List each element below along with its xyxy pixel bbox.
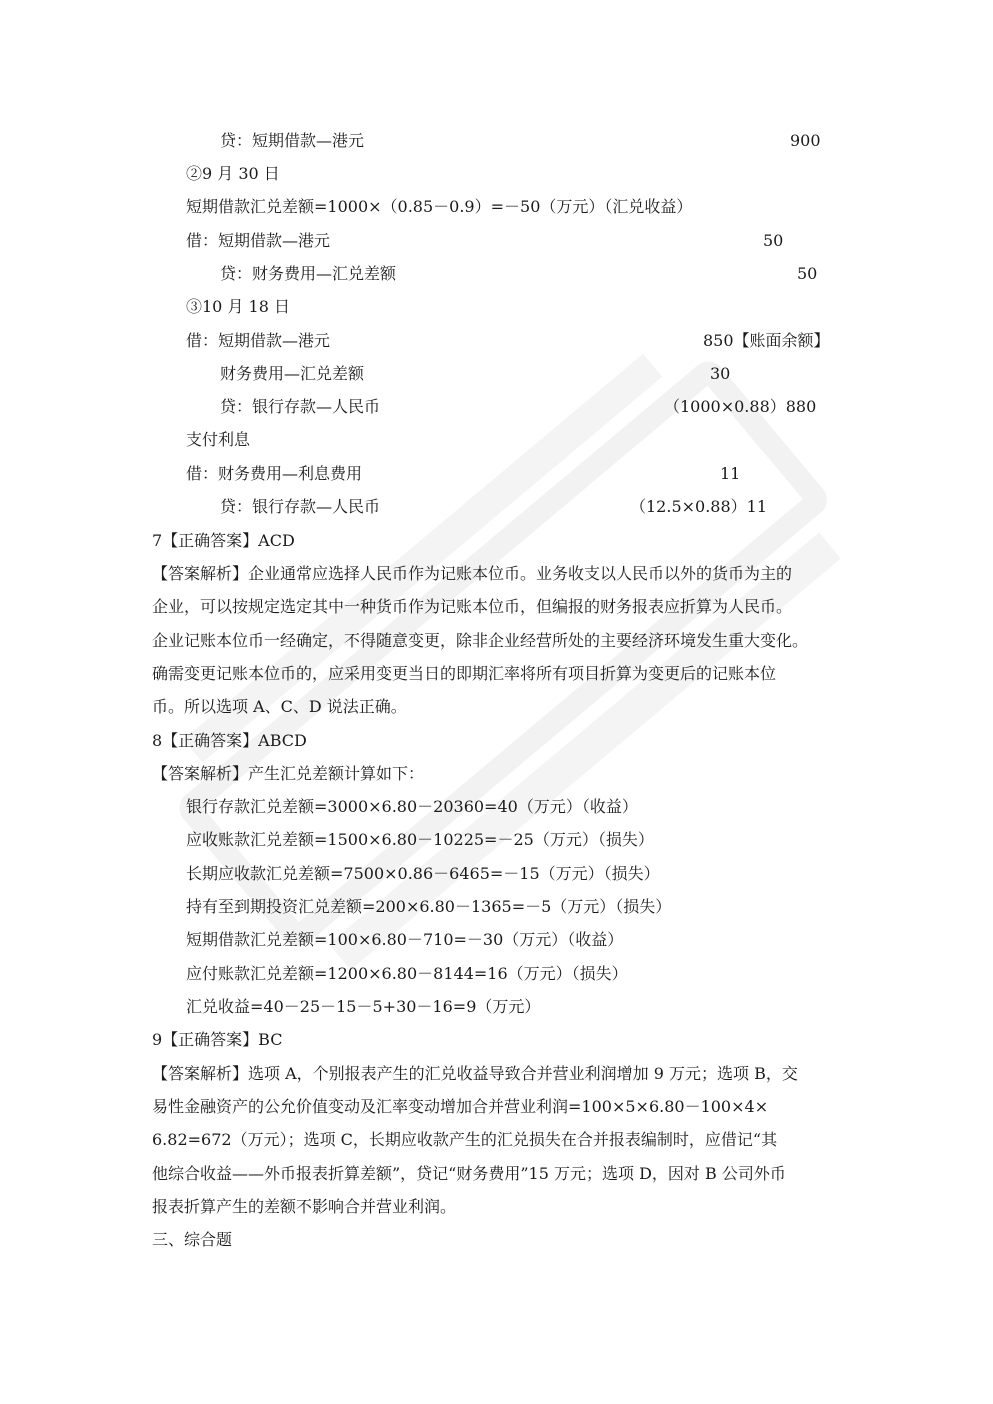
analysis-line: 他综合收益——外币报表折算差额”，贷记“财务费用”15 万元；选项 D，因对 B 公司外币	[152, 1164, 786, 1183]
analysis-line: 易性金融资产的公允价值变动及汇率变动增加合并营业利润=100×5×6.80－100×4×	[152, 1097, 769, 1116]
subheading: 支付利息	[186, 430, 251, 449]
date-heading: ③10 月 18 日	[186, 297, 290, 316]
analysis-line: 报表折算产生的差额不影响合并营业利润。	[152, 1197, 457, 1216]
analysis-line: 【答案解析】选项 A，个别报表产生的汇兑收益导致合并营业利润增加 9 万元；选项 B，交	[152, 1064, 798, 1083]
entry-amount: 11	[720, 464, 741, 483]
entry-line: 借：短期借款—港元	[186, 331, 331, 350]
entry-amount: 30	[710, 364, 731, 383]
analysis-line: 币。所以选项 A、C、D 说法正确。	[152, 697, 407, 716]
entry-line: 贷：银行存款—人民币	[220, 397, 381, 416]
entry-line: 借：短期借款—港元	[186, 231, 331, 250]
entry-amount: （12.5×0.88）11	[630, 497, 768, 516]
analysis-line: 确需变更记账本位币的，应采用变更当日的即期汇率将所有项目折算为变更后的记账本位	[152, 664, 777, 683]
entry-line: 贷：短期借款—港元	[220, 131, 365, 150]
entry-line: 财务费用—汇兑差额	[220, 364, 365, 383]
entry-line: 借：财务费用—利息费用	[186, 464, 363, 483]
entry-amount: 850【账面余额】	[703, 331, 830, 350]
analysis-line: 【答案解析】企业通常应选择人民币作为记账本位币。业务收支以人民币以外的货币为主的	[152, 564, 793, 583]
calculation-line: 应付账款汇兑差额=1200×6.80－8144=16（万元）（损失）	[186, 964, 628, 983]
watermark-band	[188, 370, 818, 937]
calculation-line: 应收账款汇兑差额=1500×6.80－10225=－25（万元）（损失）	[186, 830, 654, 849]
analysis-line: 企业，可以按规定选定其中一种货币作为记账本位币，但编报的财务报表应折算为人民币。	[152, 597, 793, 616]
entry-amount: 900	[790, 131, 821, 150]
analysis-line: 【答案解析】产生汇兑差额计算如下：	[152, 764, 425, 783]
answer-heading: 9【正确答案】BC	[152, 1030, 283, 1049]
entry-line: 贷：银行存款—人民币	[220, 497, 381, 516]
section-heading: 三、综合题	[152, 1230, 233, 1249]
entry-amount: 50	[797, 264, 818, 283]
analysis-line: 6.82=672（万元）；选项 C，长期应收款产生的汇兑损失在合并报表编制时，应借记“其	[152, 1130, 778, 1149]
analysis-line: 企业记账本位币一经确定，不得随意变更，除非企业经营所处的主要经济环境发生重大变化。	[152, 631, 809, 650]
calculation-line: 短期借款汇兑差额=100×6.80－710=－30（万元）（收益）	[186, 930, 624, 949]
calculation-line: 短期借款汇兑差额=1000×（0.85－0.9）=－50（万元）（汇兑收益）	[186, 197, 693, 216]
calculation-line: 长期应收款汇兑差额=7500×0.86－6465=－15（万元）（损失）	[186, 864, 660, 883]
calculation-line: 银行存款汇兑差额=3000×6.80－20360=40（万元）（收益）	[186, 797, 638, 816]
answer-heading: 8【正确答案】ABCD	[152, 731, 307, 750]
entry-line: 贷：财务费用—汇兑差额	[220, 264, 397, 283]
calculation-line: 持有至到期投资汇兑差额=200×6.80－1365=－5（万元）（损失）	[186, 897, 672, 916]
calculation-line: 汇兑收益=40－25－15－5+30－16=9（万元）	[186, 997, 541, 1016]
date-heading: ②9 月 30 日	[186, 164, 280, 183]
entry-amount: 50	[763, 231, 784, 250]
entry-amount: （1000×0.88）880	[664, 397, 817, 416]
answer-heading: 7【正确答案】ACD	[152, 531, 295, 550]
